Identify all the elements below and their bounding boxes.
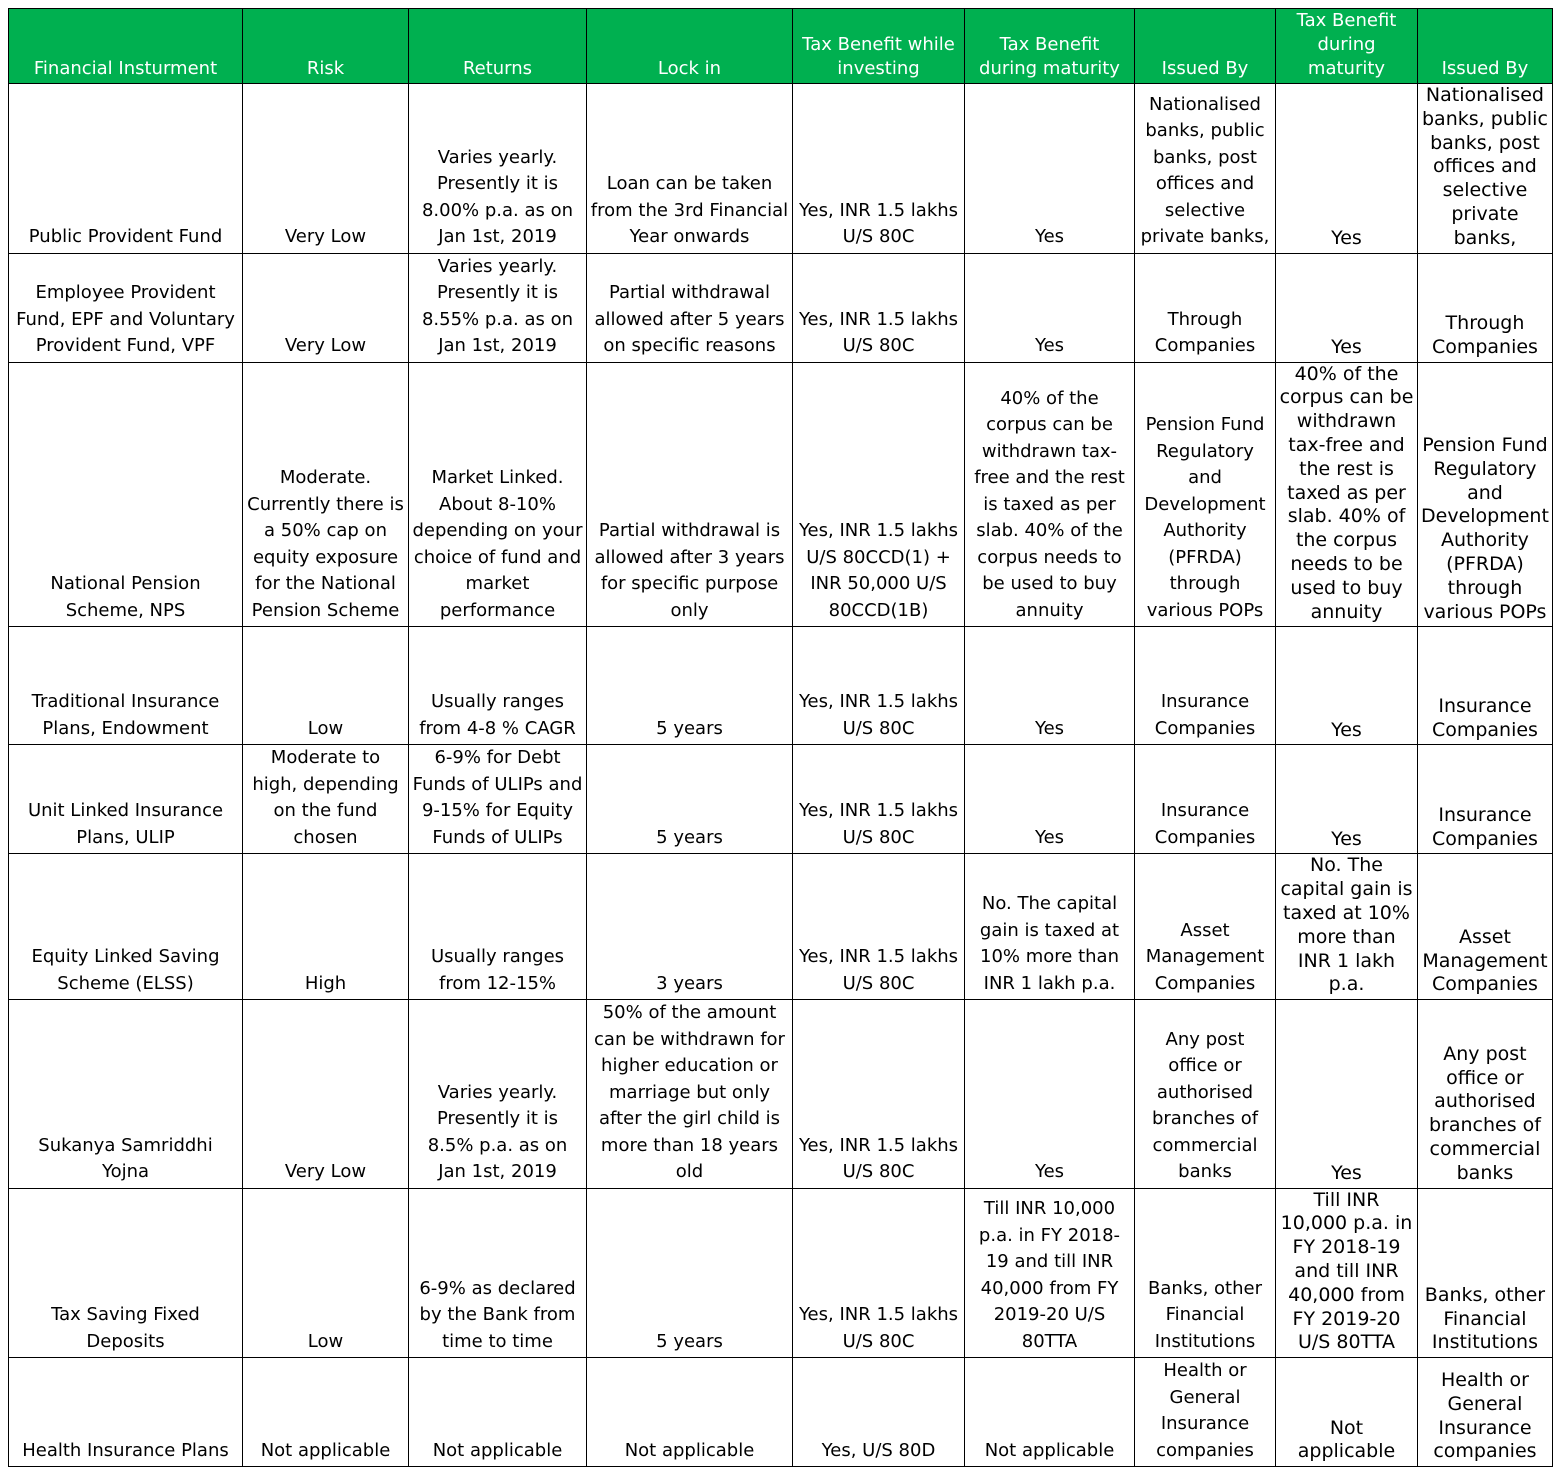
cell-issued-by: Insurance Companies (1135, 745, 1276, 854)
cell-instrument: Health Insurance Plans (9, 1358, 243, 1467)
cell-risk: Moderate. Currently there is a 50% cap on equity exposure for the National Pension Scheme (243, 362, 409, 627)
table-row (9, 1358, 1553, 1467)
header-row (9, 9, 1553, 84)
cell-issued-by: Pension Fund Regulatory and Development Authority (PFRDA) through various POPs (1135, 362, 1276, 627)
header-issued-by-2: Issued By (1418, 9, 1553, 84)
cell-issued-by: Through Companies (1135, 253, 1276, 362)
cell-tax-benefit-maturity-2: Not applicable (1276, 1358, 1418, 1467)
cell-instrument: Public Provident Fund (9, 84, 243, 254)
cell-returns: Usually ranges from 4-8 % CAGR (409, 627, 587, 745)
cell-lock-in: Not applicable (587, 1358, 793, 1467)
cell-tax-benefit-investing: Yes, INR 1.5 lakhs U/S 80C (793, 1188, 965, 1358)
cell-tax-benefit-maturity: Till INR 10,000 p.a. in FY 2018-19 and till INR 40,000 from FY 2019-20 U/S 80TTA (965, 1188, 1135, 1358)
cell-issued-by: Insurance Companies (1135, 627, 1276, 745)
cell-instrument: Unit Linked Insurance Plans, ULIP (9, 745, 243, 854)
cell-issued-by-2: Health or General Insurance companies (1418, 1358, 1553, 1467)
header-issued-by: Issued By (1135, 9, 1276, 84)
cell-tax-benefit-maturity-2: Yes (1276, 84, 1418, 254)
cell-instrument: National Pension Scheme, NPS (9, 362, 243, 627)
cell-issued-by-2: Through Companies (1418, 253, 1553, 362)
cell-tax-benefit-maturity: Yes (965, 1000, 1135, 1189)
cell-risk: Not applicable (243, 1358, 409, 1467)
cell-tax-benefit-maturity-2: No. The capital gain is taxed at 10% more than INR 1 lakh p.a. (1276, 854, 1418, 1000)
cell-tax-benefit-maturity: Yes (965, 627, 1135, 745)
cell-tax-benefit-maturity-2: Yes (1276, 745, 1418, 854)
table-row (9, 745, 1553, 854)
header-instrument: Financial Insturment (9, 9, 243, 84)
header-returns: Returns (409, 9, 587, 84)
cell-tax-benefit-maturity-2: Yes (1276, 627, 1418, 745)
cell-returns: Not applicable (409, 1358, 587, 1467)
header-risk: Risk (243, 9, 409, 84)
cell-returns: Varies yearly. Presently it is 8.55% p.a. as on Jan 1st, 2019 (409, 253, 587, 362)
cell-issued-by: Banks, other Financial Institutions (1135, 1188, 1276, 1358)
table-row (9, 1188, 1553, 1358)
cell-tax-benefit-investing: Yes, INR 1.5 lakhs U/S 80C (793, 745, 965, 854)
cell-tax-benefit-investing: Yes, INR 1.5 lakhs U/S 80C (793, 627, 965, 745)
cell-issued-by: Nationalised banks, public banks, post offices and selective private banks, (1135, 84, 1276, 254)
cell-returns: 6-9% for Debt Funds of ULIPs and 9-15% for Equity Funds of ULIPs (409, 745, 587, 854)
cell-issued-by-2: Banks, other Financial Institutions (1418, 1188, 1553, 1358)
cell-issued-by-2: Asset Management Companies (1418, 854, 1553, 1000)
cell-issued-by-2: Insurance Companies (1418, 627, 1553, 745)
cell-instrument: Tax Saving Fixed Deposits (9, 1188, 243, 1358)
cell-tax-benefit-maturity: Yes (965, 253, 1135, 362)
cell-returns: Usually ranges from 12-15% (409, 854, 587, 1000)
table-row (9, 627, 1553, 745)
cell-tax-benefit-maturity: Yes (965, 84, 1135, 254)
cell-risk: Moderate to high, depending on the fund chosen (243, 745, 409, 854)
cell-returns: Varies yearly. Presently it is 8.5% p.a. as on Jan 1st, 2019 (409, 1000, 587, 1189)
header-tax-benefit-maturity: Tax Benefit during maturity (965, 9, 1135, 84)
cell-risk: Very Low (243, 253, 409, 362)
cell-issued-by: Asset Management Companies (1135, 854, 1276, 1000)
cell-tax-benefit-investing: Yes, INR 1.5 lakhs U/S 80CCD(1) + INR 50,000 U/S 80CCD(1B) (793, 362, 965, 627)
cell-risk: Low (243, 627, 409, 745)
table-row (9, 362, 1553, 627)
table-row (9, 84, 1553, 254)
cell-tax-benefit-maturity: 40% of the corpus can be withdrawn tax-free and the rest is taxed as per slab. 40% of the corpus needs to be used to buy annuity (965, 362, 1135, 627)
cell-returns: Market Linked. About 8-10% depending on your choice of fund and market performance (409, 362, 587, 627)
cell-issued-by-2: Pension Fund Regulatory and Development Authority (PFRDA) through various POPs (1418, 362, 1553, 627)
cell-risk: Very Low (243, 84, 409, 254)
cell-lock-in: Loan can be taken from the 3rd Financial Year onwards (587, 84, 793, 254)
cell-issued-by: Any post office or authorised branches of commercial banks (1135, 1000, 1276, 1189)
cell-tax-benefit-maturity-2: Yes (1276, 253, 1418, 362)
cell-lock-in: 5 years (587, 627, 793, 745)
cell-lock-in: 50% of the amount can be withdrawn for higher education or marriage but only after the girl child is more than 18 years old (587, 1000, 793, 1189)
cell-instrument: Traditional Insurance Plans, Endowment (9, 627, 243, 745)
cell-lock-in: 5 years (587, 745, 793, 854)
cell-returns: 6-9% as declared by the Bank from time to time (409, 1188, 587, 1358)
cell-issued-by-2: Insurance Companies (1418, 745, 1553, 854)
cell-instrument: Sukanya Samriddhi Yojna (9, 1000, 243, 1189)
cell-issued-by-2: Nationalised banks, public banks, post offices and selective private banks, (1418, 84, 1553, 254)
cell-instrument: Employee Provident Fund, EPF and Voluntary Provident Fund, VPF (9, 253, 243, 362)
header-lock-in: Lock in (587, 9, 793, 84)
cell-lock-in: 5 years (587, 1188, 793, 1358)
cell-tax-benefit-investing: Yes, INR 1.5 lakhs U/S 80C (793, 1000, 965, 1189)
cell-tax-benefit-maturity-2: 40% of the corpus can be withdrawn tax-free and the rest is taxed as per slab. 40% of the corpus needs to be used to buy annuity (1276, 362, 1418, 627)
comparison-table (8, 8, 1553, 1467)
cell-tax-benefit-maturity-2: Till INR 10,000 p.a. in FY 2018-19 and till INR 40,000 from FY 2019-20 U/S 80TTA (1276, 1188, 1418, 1358)
cell-tax-benefit-investing: Yes, U/S 80D (793, 1358, 965, 1467)
cell-tax-benefit-maturity: Yes (965, 745, 1135, 854)
cell-issued-by: Health or General Insurance companies (1135, 1358, 1276, 1467)
cell-risk: Very Low (243, 1000, 409, 1189)
table-row (9, 854, 1553, 1000)
cell-tax-benefit-investing: Yes, INR 1.5 lakhs U/S 80C (793, 253, 965, 362)
cell-tax-benefit-maturity: Not applicable (965, 1358, 1135, 1467)
cell-lock-in: Partial withdrawal is allowed after 3 years for specific purpose only (587, 362, 793, 627)
cell-issued-by-2: Any post office or authorised branches of commercial banks (1418, 1000, 1553, 1189)
cell-returns: Varies yearly. Presently it is 8.00% p.a. as on Jan 1st, 2019 (409, 84, 587, 254)
cell-lock-in: 3 years (587, 854, 793, 1000)
header-tax-benefit-maturity-2: Tax Benefit during maturity (1276, 9, 1418, 84)
cell-tax-benefit-investing: Yes, INR 1.5 lakhs U/S 80C (793, 84, 965, 254)
cell-tax-benefit-investing: Yes, INR 1.5 lakhs U/S 80C (793, 854, 965, 1000)
cell-lock-in: Partial withdrawal allowed after 5 years on specific reasons (587, 253, 793, 362)
cell-instrument: Equity Linked Saving Scheme (ELSS) (9, 854, 243, 1000)
cell-tax-benefit-maturity: No. The capital gain is taxed at 10% more than INR 1 lakh p.a. (965, 854, 1135, 1000)
cell-risk: Low (243, 1188, 409, 1358)
table-row (9, 253, 1553, 362)
header-tax-benefit-investing: Tax Benefit while investing (793, 9, 965, 84)
cell-risk: High (243, 854, 409, 1000)
cell-tax-benefit-maturity-2: Yes (1276, 1000, 1418, 1189)
table-row (9, 1000, 1553, 1189)
